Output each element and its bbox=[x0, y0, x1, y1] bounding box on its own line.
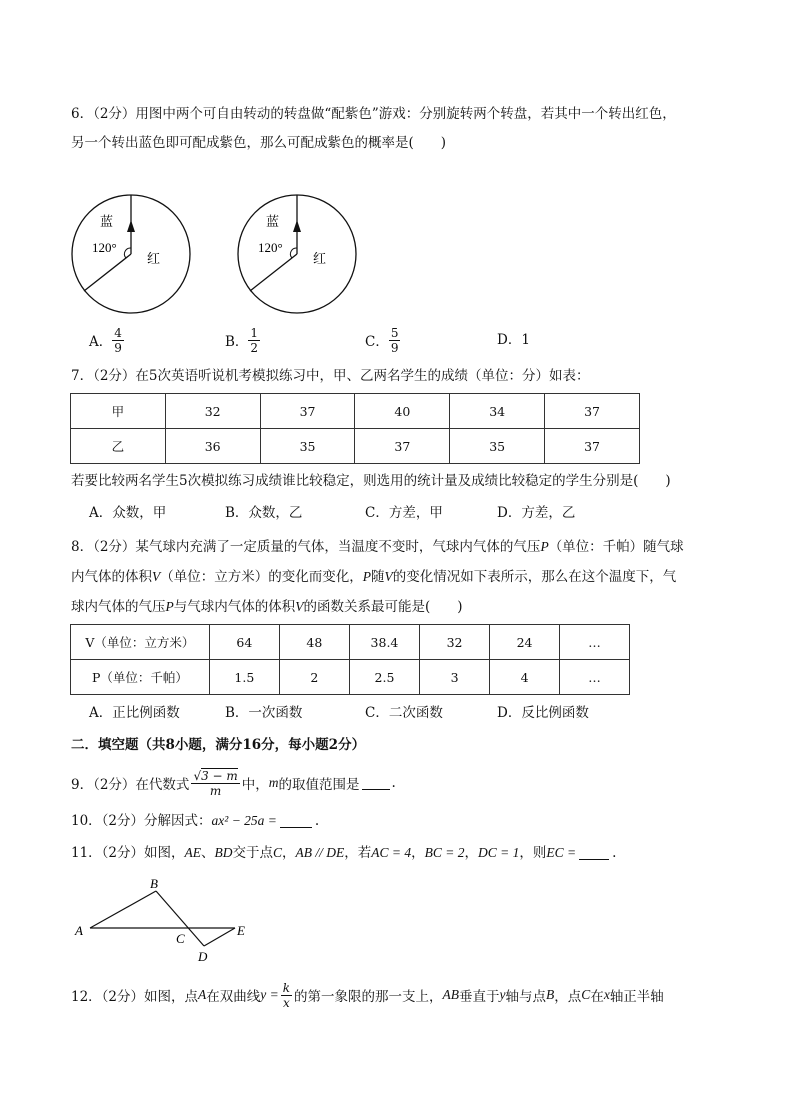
table-cell: 48 bbox=[279, 625, 349, 660]
point-e-label: E bbox=[237, 923, 245, 938]
q8-stem-line2: 内气体的体积V（单位：立方米）的变化而变化，P随V的变化情况如下表所示，那么在这个温度下，气 bbox=[71, 569, 677, 585]
spinner-left bbox=[72, 195, 190, 313]
q8-pressure-table bbox=[70, 624, 630, 695]
q8-stem-line3: 球内气体的气压P与气球内气体的体积V的函数关系最可能是( ) bbox=[71, 599, 463, 615]
table-cell: P（单位：千帕） bbox=[71, 660, 210, 695]
spinner-right bbox=[238, 195, 356, 313]
table-cell: 37 bbox=[260, 394, 355, 429]
q7-stem: 7．（2分）在5次英语听说机考模拟练习中，甲、乙两名学生的成绩（单位：分）如表： bbox=[71, 368, 590, 384]
table-cell: 36 bbox=[165, 429, 260, 464]
q9-stem: 9．（2分）在代数式 $\frac{√3 - m}{m}$ 中， m 的取值范围是 . bbox=[71, 768, 396, 798]
table-row bbox=[71, 660, 630, 695]
table-cell: 40 bbox=[355, 394, 450, 429]
pointer-arrow-icon bbox=[127, 220, 135, 232]
point-c-label: C bbox=[176, 931, 185, 946]
q6-option-d[interactable]: D．1 bbox=[497, 332, 530, 348]
spinner-figures bbox=[60, 192, 370, 322]
point-d-label: D bbox=[198, 949, 208, 964]
pointer-arrow-icon bbox=[293, 220, 301, 232]
q6-option-c[interactable] bbox=[365, 322, 400, 358]
table-cell: 3 bbox=[420, 660, 490, 695]
table-cell: 1.5 bbox=[209, 660, 279, 695]
q7-option-d[interactable]: D．方差，乙 bbox=[497, 505, 576, 521]
option-letter: A． bbox=[89, 334, 113, 350]
table-row bbox=[71, 394, 640, 429]
table-cell: 甲 bbox=[71, 394, 166, 429]
q8-option-b[interactable]: B．一次函数 bbox=[225, 705, 303, 721]
q7-question: 若要比较两名学生5次模拟练习成绩谁比较稳定，则选用的统计量及成绩比较稳定的学生分别是( ) bbox=[71, 473, 671, 489]
table-cell: 37 bbox=[355, 429, 450, 464]
table-cell: … bbox=[560, 660, 630, 695]
table-cell: 34 bbox=[450, 394, 545, 429]
table-cell: 37 bbox=[545, 394, 640, 429]
q6-stem-line1: 6．（2分）用图中两个可自由转动的转盘做“配紫色”游戏：分别旋转两个转盘，若其中一个转出红色， bbox=[71, 106, 676, 122]
point-a-label: A bbox=[75, 923, 83, 938]
q8-stem-line1: 8．（2分）某气球内充满了一定质量的气体，当温度不变时，气球内气体的气压P（单位：千帕）随气球 bbox=[71, 539, 684, 555]
table-cell: 32 bbox=[165, 394, 260, 429]
q11-stem: 11．（2分）如图， AE 、 BD 交于点 C ， AB // DE ，若 AC = 4 ， BC = 2 ， DC = 1 ，则 EC = . bbox=[71, 845, 617, 861]
answer-blank[interactable] bbox=[362, 777, 390, 790]
q7-option-b[interactable]: B．众数，乙 bbox=[225, 505, 303, 521]
frac-num: 1 bbox=[250, 325, 259, 340]
point-b-label: B bbox=[150, 876, 158, 891]
answer-blank[interactable] bbox=[579, 847, 609, 860]
table-cell: 35 bbox=[450, 429, 545, 464]
table-cell: V（单位：立方米） bbox=[71, 625, 210, 660]
angle-label: 120° bbox=[258, 240, 283, 255]
table-cell: 2 bbox=[279, 660, 349, 695]
table-cell: 32 bbox=[420, 625, 490, 660]
section-heading: 二．填空题（共8小题，满分16分，每小题2分） bbox=[71, 737, 366, 753]
table-cell: 38.4 bbox=[349, 625, 419, 660]
q8-option-c[interactable]: C．二次函数 bbox=[365, 705, 443, 721]
q12-stem: 12．（2分）如图，点 A 在双曲线 y = $\frac{k}{x}$ 的第一象限的那一支上， AB 垂直于 y 轴与点 B ，点 C 在 x 轴正半轴 bbox=[71, 980, 664, 1010]
option-letter: C． bbox=[365, 334, 389, 350]
q8-option-a[interactable]: A．正比例函数 bbox=[89, 705, 180, 721]
table-cell: 35 bbox=[260, 429, 355, 464]
frac-den: 9 bbox=[390, 340, 399, 355]
blue-label: 蓝 bbox=[266, 214, 280, 229]
option-letter: B． bbox=[225, 334, 249, 350]
q8-option-d[interactable]: D．反比例函数 bbox=[497, 705, 589, 721]
table-cell: … bbox=[560, 625, 630, 660]
q6-option-a[interactable] bbox=[89, 322, 124, 358]
q6-stem-line2: 另一个转出蓝色即可配成紫色，那么可配成紫色的概率是( ) bbox=[71, 135, 447, 151]
q7-score-table bbox=[70, 393, 640, 464]
frac-den: 9 bbox=[114, 340, 122, 355]
q7-option-a[interactable]: A．众数，甲 bbox=[89, 505, 167, 521]
frac-den: 2 bbox=[250, 340, 259, 355]
table-row bbox=[71, 625, 630, 660]
table-cell: 2.5 bbox=[349, 660, 419, 695]
table-cell: 4 bbox=[490, 660, 560, 695]
triangle-figure bbox=[70, 873, 260, 968]
table-cell: 64 bbox=[209, 625, 279, 660]
table-cell: 24 bbox=[490, 625, 560, 660]
answer-blank[interactable] bbox=[280, 815, 312, 828]
frac-num: 4 bbox=[114, 325, 122, 340]
table-cell: 乙 bbox=[71, 429, 166, 464]
red-label: 红 bbox=[147, 251, 161, 266]
blue-label: 蓝 bbox=[100, 214, 114, 229]
table-cell: 37 bbox=[545, 429, 640, 464]
q6-option-b[interactable] bbox=[225, 322, 260, 358]
red-label: 红 bbox=[313, 251, 327, 266]
q7-option-c[interactable]: C．方差，甲 bbox=[365, 505, 443, 521]
q10-stem: 10．（2分）分解因式： ax² − 25a = . bbox=[71, 813, 320, 829]
frac-num: 5 bbox=[390, 325, 399, 340]
angle-label: 120° bbox=[92, 240, 117, 255]
table-row bbox=[71, 429, 640, 464]
